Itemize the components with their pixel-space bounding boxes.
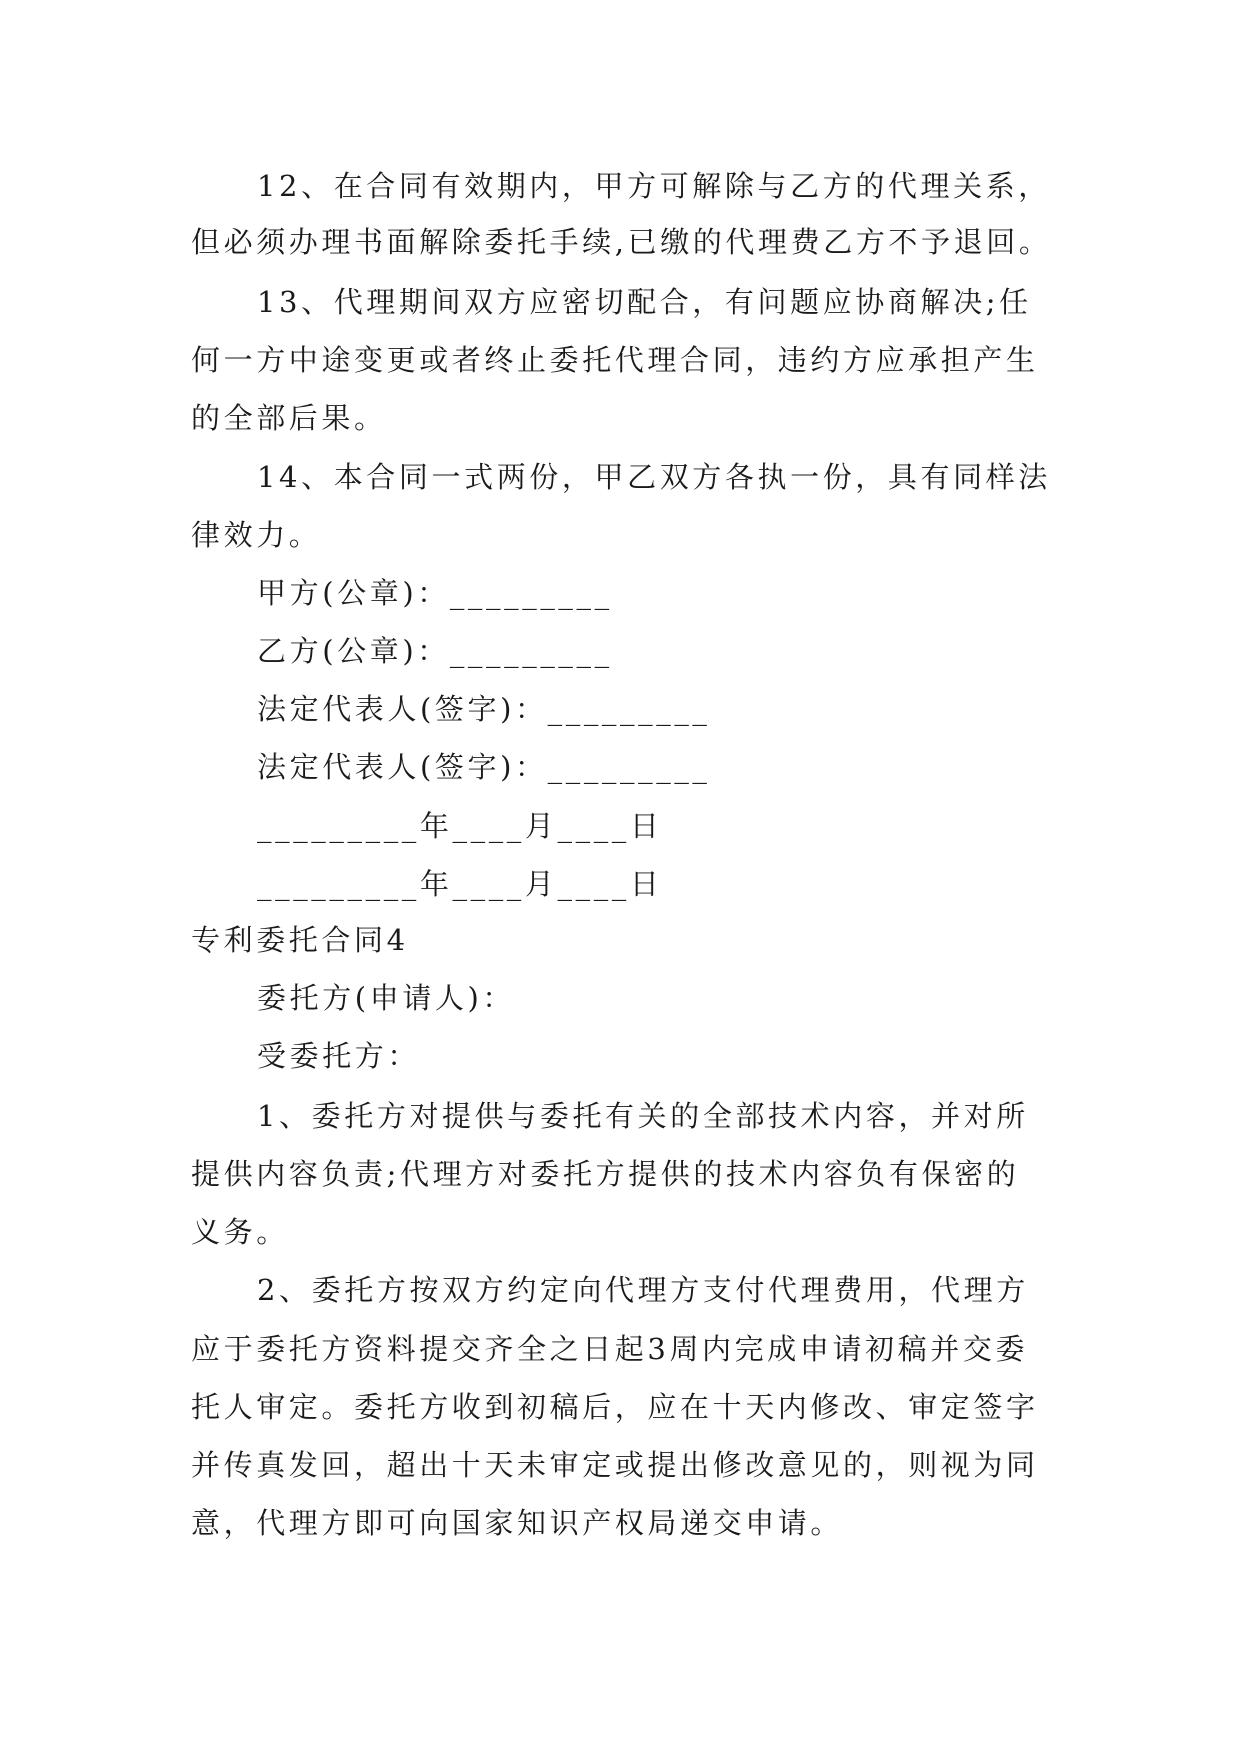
clause-14-line-2: 律效力。: [191, 518, 322, 552]
date-field-1: _________年____月____日: [257, 809, 663, 843]
clause-13-line-1: 13、代理期间双方应密切配合，有问题应协商解决;任: [257, 285, 1032, 319]
clause-13-line-2: 何一方中途变更或者终止委托代理合同，违约方应承担产生: [191, 343, 1039, 377]
clause-13-line-3: 的全部后果。: [191, 401, 387, 435]
clause-12-line-1: 12、在合同有效期内，甲方可解除与乙方的代理关系，: [257, 169, 1051, 203]
item-2-line-5: 意，代理方即可向国家知识产权局递交申请。: [191, 1506, 844, 1540]
agent-field: 受委托方：: [257, 1039, 421, 1073]
section-title: 专利委托合同4: [191, 923, 409, 957]
clause-14-line-1: 14、本合同一式两份，甲乙双方各执一份，具有同样法: [257, 460, 1051, 494]
item-1-line-2: 提供内容负责;代理方对委托方提供的技术内容负有保密的: [191, 1157, 1020, 1191]
item-1-line-1: 1、委托方对提供与委托有关的全部技术内容，并对所: [257, 1099, 1029, 1133]
party-a-seal-field: 甲方(公章)：_________: [257, 576, 613, 610]
item-1-line-3: 义务。: [191, 1215, 289, 1249]
item-2-line-3: 托人审定。委托方收到初稿后，应在十天内修改、审定签字: [191, 1390, 1039, 1424]
legal-rep-signature-field-1: 法定代表人(签字)：_________: [257, 692, 711, 726]
item-2-line-4: 并传真发回，超出十天未审定或提出修改意见的，则视为同: [191, 1448, 1039, 1482]
date-field-2: _________年____月____日: [257, 867, 663, 901]
party-b-seal-field: 乙方(公章)：_________: [257, 634, 613, 668]
item-2-line-1: 2、委托方按双方约定向代理方支付代理费用，代理方: [257, 1273, 1029, 1307]
legal-rep-signature-field-2: 法定代表人(签字)：_________: [257, 750, 711, 784]
item-2-line-2: 应于委托方资料提交齐全之日起3周内完成申请初稿并交委: [191, 1332, 1029, 1366]
clause-12-line-2: 但必须办理书面解除委托手续,已缴的代理费乙方不予退回。: [191, 225, 1052, 259]
client-field: 委托方(申请人)：: [257, 981, 516, 1015]
